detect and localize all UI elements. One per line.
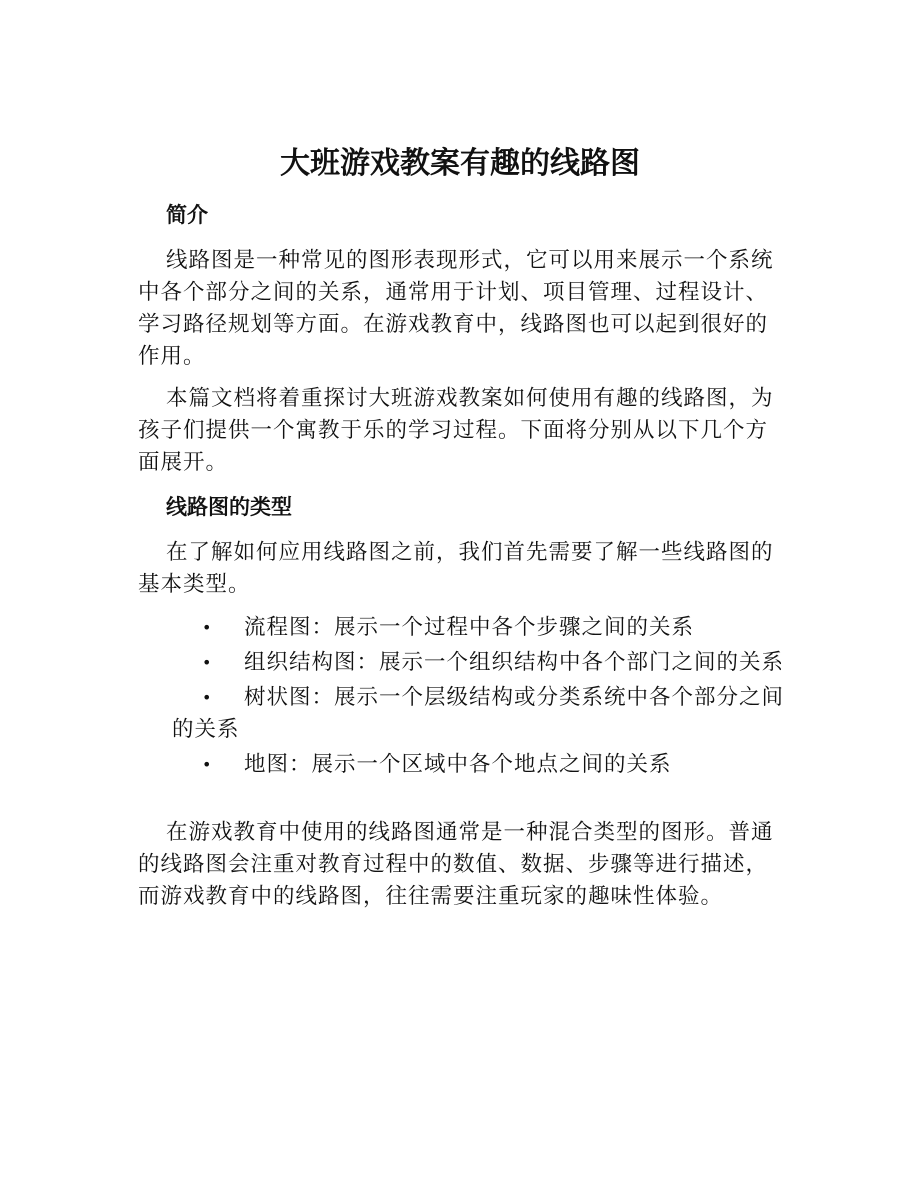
list-item-text: 组织结构图：展示一个组织结构中各个部门之间的关系 <box>244 650 785 675</box>
list-item-text: 流程图：展示一个过程中各个步骤之间的关系 <box>244 615 695 640</box>
intro-paragraph-2: 本篇文档将着重探讨大班游戏教案如何使用有趣的线路图，为孩子们提供一个寓教于乐的学习过程。下面将分别从以下几个方面展开。 <box>138 386 774 475</box>
list-item-text: 地图：展示一个区域中各个地点之间的关系 <box>244 752 672 777</box>
section-heading-types: 线路图的类型 <box>166 495 292 519</box>
bullet-icon: • <box>202 653 213 672</box>
intro-paragraph-1: 线路图是一种常见的图形表现形式，它可以用来展示一个系统中各个部分之间的关系，通常用于计划、项目管理、过程设计、学习路径规划等方面。在游戏教育中，线路图也可以起到很好的作用。 <box>138 248 774 369</box>
bullet-icon: • <box>202 618 213 637</box>
list-item-text: 树状图：展示一个层级结构或分类系统中各个部分之间的关系 <box>172 685 785 742</box>
list-item <box>172 647 792 679</box>
list-item <box>172 612 792 644</box>
types-paragraph-1: 在了解如何应用线路图之前，我们首先需要了解一些线路图的基本类型。 <box>138 540 774 597</box>
bullet-icon: • <box>202 755 213 774</box>
list-item <box>172 682 792 746</box>
types-bullet-list <box>172 612 792 784</box>
bullet-icon: • <box>202 688 213 707</box>
types-paragraph-2: 在游戏教育中使用的线路图通常是一种混合类型的图形。普通的线路图会注重对教育过程中的数值、数据、步骤等进行描述，而游戏教育中的线路图，往往需要注重玩家的趣味性体验。 <box>138 820 774 909</box>
document-title: 大班游戏教案有趣的线路图 <box>280 146 640 181</box>
list-item <box>172 749 792 781</box>
section-heading-intro: 简介 <box>166 203 208 227</box>
